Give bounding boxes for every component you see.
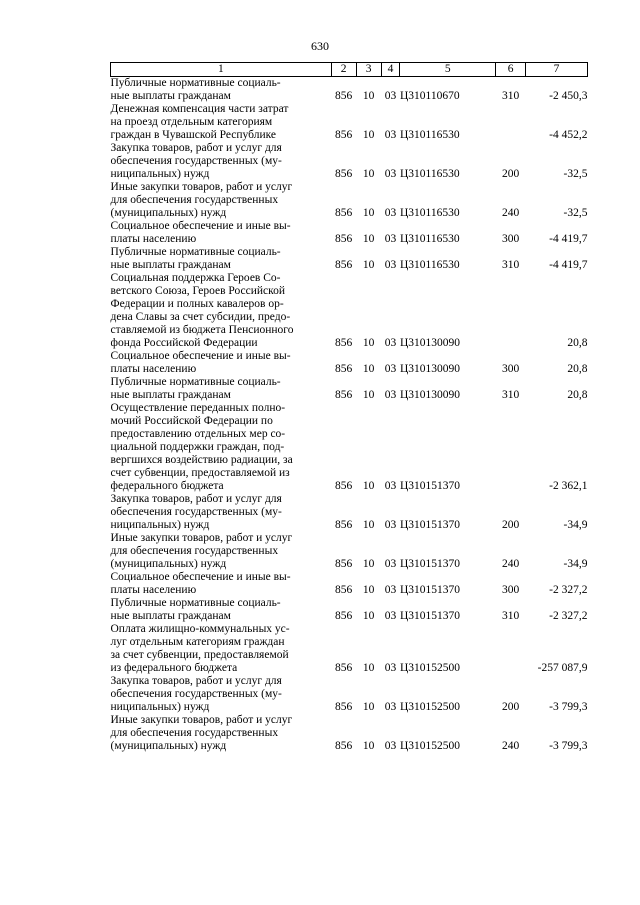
subsection-code: 03 xyxy=(384,558,397,570)
subsection-code: 03 xyxy=(384,337,397,349)
amount: -4 419,7 xyxy=(549,233,588,245)
subsection-code: 03 xyxy=(384,259,397,271)
target-article-code: Ц310151370 xyxy=(399,519,461,531)
expense-type-code: 310 xyxy=(501,90,520,102)
column-header: 7 xyxy=(526,63,588,77)
target-article-code: Ц310152500 xyxy=(399,701,461,713)
target-article-code: Ц310152500 xyxy=(399,662,461,674)
expense-type-code: 240 xyxy=(501,740,520,752)
expense-type-code: 300 xyxy=(501,363,520,375)
budget-table xyxy=(110,62,588,753)
target-article-code: Ц310151370 xyxy=(399,558,461,570)
column-header: 4 xyxy=(381,63,400,77)
target-article-code: Ц310151370 xyxy=(399,480,461,492)
section-code: 10 xyxy=(362,233,375,245)
ministry-code: 856 xyxy=(335,480,353,492)
target-article-code: Ц310116530 xyxy=(399,233,460,245)
amount: 20,8 xyxy=(567,389,588,401)
subsection-code: 03 xyxy=(384,90,397,102)
subsection-code: 03 xyxy=(384,207,397,219)
section-code: 10 xyxy=(362,259,375,271)
section-code: 10 xyxy=(362,740,375,752)
section-code: 10 xyxy=(362,90,375,102)
expense-type-code xyxy=(496,623,526,675)
target-article-code: Ц310152500 xyxy=(399,740,461,752)
target-article-code: Ц310151370 xyxy=(399,610,461,622)
table-row xyxy=(111,350,588,376)
budget-item-name: Закупка товаров, работ и услуг для обеспечения государственных (му- ниципальных) нужд xyxy=(110,675,282,713)
budget-item-name: Социальная поддержка Героев Со- ветского Союза, Героев Российской Федерации и полных кавалеров ор- дена Славы за счет субсидии, предо- ставляемой из бюджета Пенсионного фонда Российской Федерации xyxy=(110,272,294,349)
target-article-code: Ц310130090 xyxy=(399,337,461,349)
budget-item-name: Публичные нормативные социаль- ные выплаты гражданам xyxy=(110,597,281,622)
table-row xyxy=(111,675,588,714)
target-article-code: Ц310116530 xyxy=(399,129,460,141)
table-row xyxy=(111,181,588,220)
budget-item-name: Публичные нормативные социаль- ные выплаты гражданам xyxy=(110,376,281,401)
subsection-code: 03 xyxy=(384,701,397,713)
amount: -257 087,9 xyxy=(537,662,588,674)
subsection-code: 03 xyxy=(384,389,397,401)
subsection-code: 03 xyxy=(384,610,397,622)
subsection-code: 03 xyxy=(384,740,397,752)
ministry-code: 856 xyxy=(335,519,353,531)
target-article-code: Ц310116530 xyxy=(399,259,460,271)
subsection-code: 03 xyxy=(384,233,397,245)
expense-type-code: 310 xyxy=(501,389,520,401)
expense-type-code: 240 xyxy=(501,207,520,219)
ministry-code: 856 xyxy=(335,337,353,349)
section-code: 10 xyxy=(362,363,375,375)
amount: 20,8 xyxy=(567,337,588,349)
table-row xyxy=(111,272,588,350)
target-article-code: Ц310130090 xyxy=(399,363,461,375)
table-row xyxy=(111,597,588,623)
table-row xyxy=(111,532,588,571)
ministry-code: 856 xyxy=(335,90,353,102)
table-row xyxy=(111,220,588,246)
ministry-code: 856 xyxy=(335,168,353,180)
amount: -34,9 xyxy=(563,519,588,531)
subsection-code: 03 xyxy=(384,363,397,375)
section-code: 10 xyxy=(362,207,375,219)
budget-item-name: Иные закупки товаров, работ и услуг для обеспечения государственных (муниципальных) нужд xyxy=(110,714,293,752)
budget-item-name: Закупка товаров, работ и услуг для обеспечения государственных (му- ниципальных) нужд xyxy=(110,142,282,180)
amount: -32,5 xyxy=(563,168,588,180)
target-article-code: Ц310151370 xyxy=(399,584,461,596)
expense-type-code xyxy=(496,402,526,493)
column-header: 1 xyxy=(111,63,332,77)
ministry-code: 856 xyxy=(335,259,353,271)
column-header: 3 xyxy=(356,63,381,77)
section-code: 10 xyxy=(362,389,375,401)
table-row xyxy=(111,246,588,272)
expense-type-code xyxy=(496,272,526,350)
section-code: 10 xyxy=(362,480,375,492)
section-code: 10 xyxy=(362,519,375,531)
subsection-code: 03 xyxy=(384,168,397,180)
section-code: 10 xyxy=(362,584,375,596)
subsection-code: 03 xyxy=(384,584,397,596)
ministry-code: 856 xyxy=(335,610,353,622)
budget-item-name: Иные закупки товаров, работ и услуг для обеспечения государственных (муниципальных) нужд xyxy=(110,181,293,219)
table-row xyxy=(111,142,588,181)
budget-item-name: Иные закупки товаров, работ и услуг для обеспечения государственных (муниципальных) нужд xyxy=(110,532,293,570)
section-code: 10 xyxy=(362,168,375,180)
expense-type-code: 200 xyxy=(501,701,520,713)
expense-type-code xyxy=(496,103,526,142)
ministry-code: 856 xyxy=(335,233,353,245)
expense-type-code: 310 xyxy=(501,259,520,271)
subsection-code: 03 xyxy=(384,480,397,492)
budget-item-name: Закупка товаров, работ и услуг для обеспечения государственных (му- ниципальных) нужд xyxy=(110,493,282,531)
amount: -3 799,3 xyxy=(549,701,588,713)
ministry-code: 856 xyxy=(335,363,353,375)
amount: -32,5 xyxy=(563,207,588,219)
table-row xyxy=(111,493,588,532)
expense-type-code: 310 xyxy=(501,610,520,622)
header-row xyxy=(111,63,588,77)
budget-item-name: Осуществление переданных полно- мочий Российской Федерации по предоставлению отдельных мер со- циальной поддержки граждан, под- вергшихся воздействию радиации, за счет субвенции, предоставляемой из федерального бюджета xyxy=(110,402,293,492)
section-code: 10 xyxy=(362,558,375,570)
ministry-code: 856 xyxy=(335,389,353,401)
section-code: 10 xyxy=(362,610,375,622)
ministry-code: 856 xyxy=(335,740,353,752)
section-code: 10 xyxy=(362,129,375,141)
table-row xyxy=(111,103,588,142)
budget-item-name: Публичные нормативные социаль- ные выплаты гражданам xyxy=(110,77,281,102)
budget-item-name: Денежная компенсация части затрат на проезд отдельным категориям граждан в Чувашской Республике xyxy=(110,103,289,141)
amount: -3 799,3 xyxy=(549,740,588,752)
ministry-code: 856 xyxy=(335,584,353,596)
ministry-code: 856 xyxy=(335,558,353,570)
column-header: 5 xyxy=(400,63,496,77)
subsection-code: 03 xyxy=(384,519,397,531)
target-article-code: Ц310110670 xyxy=(399,90,460,102)
amount: -2 327,2 xyxy=(549,584,588,596)
amount: -4 452,2 xyxy=(549,129,588,141)
ministry-code: 856 xyxy=(335,701,353,713)
expense-type-code: 240 xyxy=(501,558,520,570)
amount: 20,8 xyxy=(567,363,588,375)
table-row xyxy=(111,623,588,675)
table-row xyxy=(111,402,588,493)
amount: -34,9 xyxy=(563,558,588,570)
table-row xyxy=(111,77,588,104)
target-article-code: Ц310116530 xyxy=(399,207,460,219)
target-article-code: Ц310130090 xyxy=(399,389,461,401)
table-row xyxy=(111,714,588,753)
page-number: 630 xyxy=(311,39,329,53)
table-row xyxy=(111,571,588,597)
table-row xyxy=(111,376,588,402)
subsection-code: 03 xyxy=(384,129,397,141)
expense-type-code: 300 xyxy=(501,584,520,596)
budget-item-name: Социальное обеспечение и иные вы- платы населению xyxy=(110,220,291,245)
amount: -2 362,1 xyxy=(549,480,588,492)
target-article-code: Ц310116530 xyxy=(399,168,460,180)
budget-item-name: Оплата жилищно-коммунальных ус- луг отдельным категориям граждан за счет субвенции, предоставляемой из федерального бюджета xyxy=(110,623,290,674)
amount: -4 419,7 xyxy=(549,259,588,271)
budget-item-name: Социальное обеспечение и иные вы- платы населению xyxy=(110,571,291,596)
expense-type-code: 300 xyxy=(501,233,520,245)
expense-type-code: 200 xyxy=(501,168,520,180)
budget-item-name: Социальное обеспечение и иные вы- платы населению xyxy=(110,350,291,375)
subsection-code: 03 xyxy=(384,662,397,674)
ministry-code: 856 xyxy=(335,129,353,141)
amount: -2 327,2 xyxy=(549,610,588,622)
ministry-code: 856 xyxy=(335,662,353,674)
amount: -2 450,3 xyxy=(549,90,588,102)
section-code: 10 xyxy=(362,337,375,349)
column-header: 6 xyxy=(496,63,526,77)
ministry-code: 856 xyxy=(335,207,353,219)
column-header: 2 xyxy=(331,63,356,77)
section-code: 10 xyxy=(362,701,375,713)
budget-item-name: Публичные нормативные социаль- ные выплаты гражданам xyxy=(110,246,281,271)
expense-type-code: 200 xyxy=(501,519,520,531)
section-code: 10 xyxy=(362,662,375,674)
